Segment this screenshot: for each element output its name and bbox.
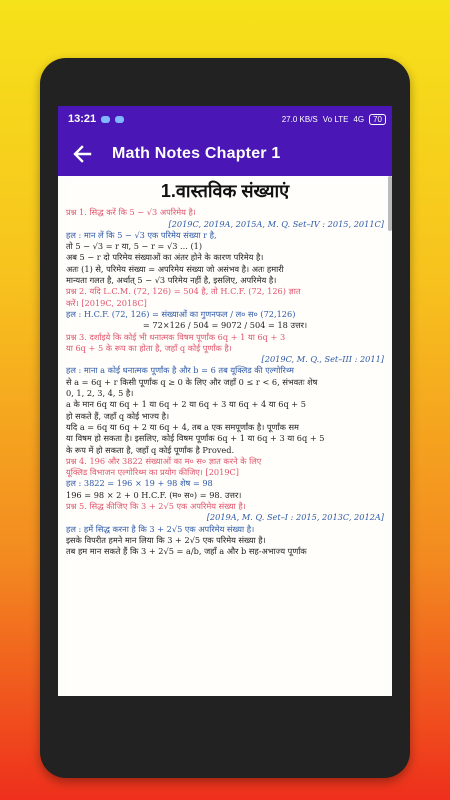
notes-line: हल : मान लें कि 5 − √3 एक परिमेय संख्या r है, bbox=[66, 229, 217, 240]
notification-icon bbox=[115, 116, 124, 123]
back-button[interactable] bbox=[62, 132, 102, 176]
status-bar bbox=[58, 106, 392, 132]
notes-line: करें। [2019C, 2018C] bbox=[66, 297, 147, 308]
notes-line: हल : H.C.F. (72, 126) = संख्याओं का गुणनफल / ल० स० (72,126) bbox=[66, 308, 296, 319]
app-screen bbox=[58, 106, 392, 696]
notes-line: तो 5 − √3 = r या, 5 − r = √3 ... (1) bbox=[66, 241, 203, 252]
notes-line: प्रश्न 3. दर्शाइये कि कोई भी धनात्मक विषम पूर्णांक 6q + 1 या 6q + 3 bbox=[66, 331, 286, 342]
notes-line: या 6q + 5 के रूप का होता है, जहाँ q कोई पूर्णांक है। bbox=[66, 342, 232, 353]
volte-indicator: Vo LTE bbox=[322, 114, 349, 124]
notes-line: 196 = 98 × 2 + 0 H.C.F. (म० स०) = 98. उत्तर। bbox=[66, 489, 242, 500]
notes-line: हो सकते हैं, जहाँ q कोई भाज्य है। bbox=[66, 410, 170, 421]
notes-line: अब 5 − r दो परिमेय संख्याओं का अंतर होने के कारण परिमेय है। bbox=[66, 252, 264, 263]
notes-line: हल : माना a कोई धनात्मक पूर्णांक है और b = 6 तब यूक्लिड की एल्गोरिथ्म bbox=[66, 365, 294, 376]
notes-line: यदि a = 6q या 6q + 2 या 6q + 4, तब a एक समपूर्णांक है। पूर्णांक सम bbox=[66, 421, 299, 432]
notes-line: मान्यता गलत है, अर्थात् 5 − √3 परिमेय नहीं है, इसलिए, अपरिमेय है। bbox=[66, 275, 277, 286]
arrow-left-icon bbox=[72, 144, 92, 164]
notes-line: [2019A, M. Q. Set–I : 2015, 2013C, 2012A] bbox=[206, 512, 384, 523]
signal-indicator: 4G bbox=[353, 114, 365, 124]
notes-content[interactable] bbox=[58, 176, 392, 696]
notes-line: = 72×126 / 504 = 9072 / 504 = 18 उत्तर। bbox=[142, 320, 308, 331]
cloud-icon bbox=[101, 116, 110, 123]
notes-line: के रूप में हो सकता है, जहाँ q कोई पूर्णांक है Proved. bbox=[66, 444, 235, 455]
notes-line: 0, 1, 2, 3, 4, 5 है। bbox=[66, 388, 134, 399]
notes-line: तब हम मान सकते हैं कि 3 + 2√5 = a/b, जहाँ a और b सह-अभाज्य पूर्णांक bbox=[66, 546, 307, 557]
battery-icon: 70 bbox=[369, 114, 386, 125]
notes-line: a के मान 6q या 6q + 1 या 6q + 2 या 6q + 3 या 6q + 4 या 6q + 5 bbox=[66, 399, 306, 410]
network-speed: 27.0 KB/S bbox=[281, 114, 318, 124]
scrollbar[interactable] bbox=[388, 176, 392, 231]
notes-line: हल : 3822 = 196 × 19 + 98 शेष = 98 bbox=[66, 478, 213, 489]
status-right bbox=[282, 114, 386, 125]
notes-line: यूक्लिड विभाजन एल्गोरिथ्म का प्रयोग कीजिए। [2019C] bbox=[66, 467, 240, 478]
notes-line: प्रश्न 4. 196 और 3822 संख्याओं का म० स० ज्ञात करने के लिए bbox=[66, 455, 262, 466]
app-bar bbox=[58, 132, 392, 176]
notes-line: हल : हमें सिद्ध करना है कि 3 + 2√5 एक अपरिमेय संख्या है। bbox=[66, 523, 255, 534]
notes-line: प्रश्न 2. यदि L.C.M. (72, 126) = 504 है, तो H.C.F. (72, 126) ज्ञात bbox=[66, 286, 301, 297]
notes-line: इसके विपरीत हमने मान लिया कि 3 + 2√5 एक परिमेय संख्या है। bbox=[66, 534, 266, 545]
notes-line: या विषम हो सकता है। इसलिए, कोई विषम पूर्णांक 6q + 1 या 6q + 3 या 6q + 5 bbox=[66, 433, 325, 444]
notes-line: [2019C, M. Q., Set–III : 2011] bbox=[261, 354, 384, 365]
notes-line: अतः (1) से, परिमेय संख्या = अपरिमेय संख्या जो असंभव है। अतः हमारी bbox=[66, 263, 284, 274]
notes-text bbox=[66, 207, 384, 557]
notes-line: प्रश्न 5. सिद्ध कीजिए कि 3 + 2√5 एक अपरिमेय संख्या है। bbox=[66, 501, 246, 512]
notes-line: [2019C, 2019A, 2015A, M. Q. Set–IV : 2015, 2011C] bbox=[168, 218, 384, 229]
chapter-heading: 1.वास्तविक संख्याएं bbox=[160, 181, 290, 201]
notes-page-image bbox=[66, 178, 384, 696]
notes-line: से a = 6q + r किसी पूर्णांक q ≥ 0 के लिए और जहाँ 0 ≤ r < 6, संभवतः शेष bbox=[66, 376, 318, 387]
app-title: Math Notes Chapter 1 bbox=[112, 145, 281, 162]
status-time: 13:21 bbox=[68, 113, 97, 125]
notes-line: प्रश्न 1. सिद्ध करें कि 5 − √3 अपरिमेय है। bbox=[66, 207, 196, 218]
